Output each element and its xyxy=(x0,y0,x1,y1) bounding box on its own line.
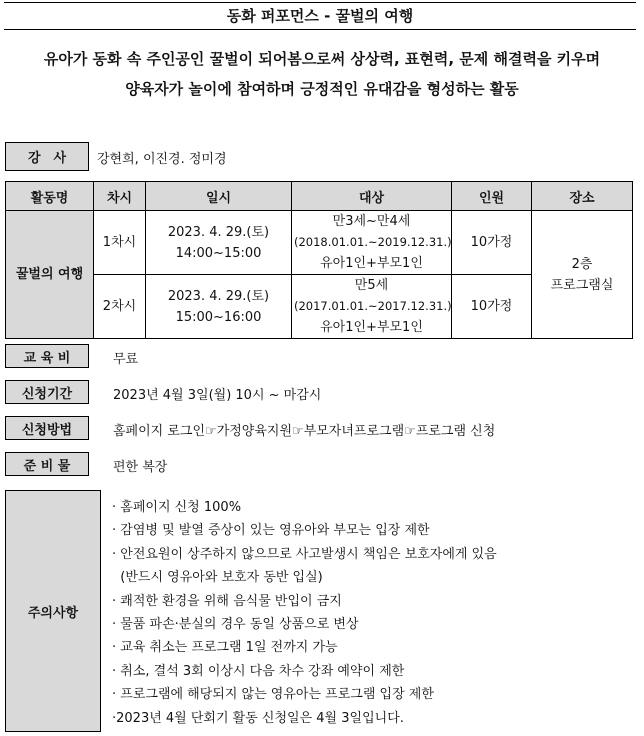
instructor-value: 강현희, 이진경. 정미경 xyxy=(97,152,227,167)
session-capacity: 10가정 xyxy=(452,275,532,339)
session-time: 15:00~16:00 xyxy=(175,309,262,325)
session-location: 2층 프로그램실 xyxy=(532,211,633,339)
header-datetime: 일시 xyxy=(146,182,292,211)
instructor-label: 강 사 xyxy=(5,142,89,171)
target-age: 만3세~만4세 xyxy=(332,214,411,229)
method-value: 홈페이지 로그인☞가정양육지원☞부모자녀프로그램☞프로그램 신청 xyxy=(113,424,496,439)
target-birth-range: (2018.01.01.~2019.12.31.) xyxy=(294,235,452,249)
description-line-2: 양육자가 놀이에 참여하며 긍정적인 유대감을 형성하는 활동 xyxy=(125,80,519,98)
schedule-table xyxy=(5,181,633,339)
list-item: ·2023년 4월 단회기 활동 신청일은 4월 3일입니다. xyxy=(112,710,404,726)
session-date: 2023. 4. 29.(토) xyxy=(167,288,270,304)
period-value: 2023년 4월 3일(월) 10시 ~ 마감시 xyxy=(113,388,322,403)
session-target xyxy=(292,211,452,275)
target-group: 유아1인+부모1인 xyxy=(320,320,423,335)
session-time: 14:00~15:00 xyxy=(175,245,262,261)
table-row xyxy=(6,211,633,275)
period-label: 신청기간 xyxy=(5,380,89,404)
list-item: (반드시 영유아와 보호자 동반 입실) xyxy=(112,570,323,586)
session-date: 2023. 4. 29.(토) xyxy=(167,224,270,240)
list-item: · 물품 파손·분실의 경우 동일 상품으로 변상 xyxy=(112,617,359,633)
program-description xyxy=(14,44,630,104)
list-item: · 교육 취소는 프로그램 1일 전까지 가능 xyxy=(112,640,338,656)
list-item: · 안전요원이 상주하지 않으므로 사고발생시 책임은 보호자에게 있음 xyxy=(112,546,497,562)
header-target: 대상 xyxy=(292,182,452,211)
header-activity: 활동명 xyxy=(6,182,94,211)
supplies-label: 준 비 물 xyxy=(5,452,89,476)
target-group: 유아1인+부모1인 xyxy=(320,256,423,271)
header-capacity: 인원 xyxy=(452,182,532,211)
header-round: 차시 xyxy=(94,182,146,211)
notes-list xyxy=(112,496,632,730)
list-item: · 취소, 결석 3회 이상시 다음 차수 강좌 예약이 제한 xyxy=(112,663,405,679)
activity-name: 꿀벌의 여행 xyxy=(6,211,94,339)
fee-label: 교 육 비 xyxy=(5,344,89,368)
header-location: 장소 xyxy=(532,182,633,211)
list-item: · 감염병 및 발열 증상이 있는 영유아와 부모는 입장 제한 xyxy=(112,523,430,539)
schedule-header-row xyxy=(6,182,633,211)
target-age: 만5세 xyxy=(354,278,389,293)
session-datetime xyxy=(146,211,292,275)
session-target xyxy=(292,275,452,339)
description-line-1: 유아가 동화 속 주인공인 꿀벌이 되어봄으로써 상상력, 표현력, 문제 해결력을 키우며 xyxy=(43,50,601,68)
session-round: 1차시 xyxy=(94,211,146,275)
fee-value: 무료 xyxy=(113,352,139,367)
page-title: 동화 퍼포먼스 - 꿀벌의 여행 xyxy=(4,2,636,30)
session-round: 2차시 xyxy=(94,275,146,339)
session-capacity: 10가정 xyxy=(452,211,532,275)
notes-label: 주의사항 xyxy=(5,490,101,732)
supplies-value: 편한 복장 xyxy=(113,460,168,475)
list-item: · 쾌적한 환경을 위해 음식물 반입이 금지 xyxy=(112,593,342,609)
session-datetime xyxy=(146,275,292,339)
target-birth-range: (2017.01.01.~2017.12.31.) xyxy=(294,299,452,313)
list-item: · 홈페이지 신청 100% xyxy=(112,500,242,515)
method-label: 신청방법 xyxy=(5,416,89,440)
list-item: · 프로그램에 해당되지 않는 영유아는 프로그램 입장 제한 xyxy=(112,687,434,703)
